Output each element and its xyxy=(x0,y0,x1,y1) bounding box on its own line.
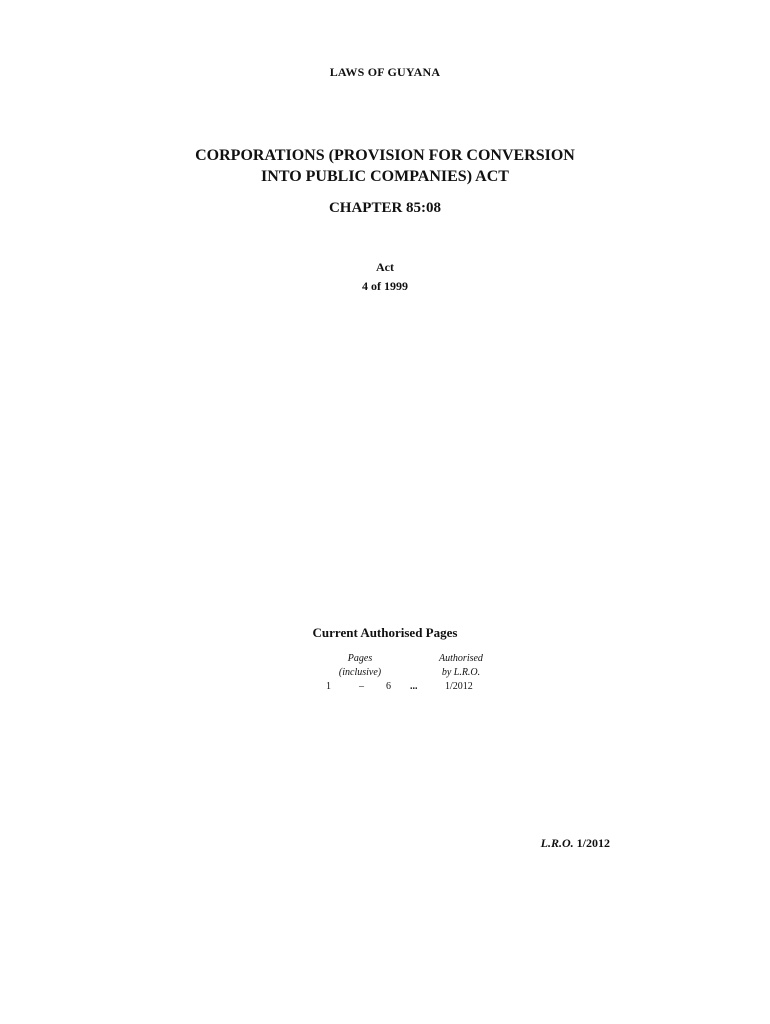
leader-dots: ... xyxy=(410,681,418,692)
act-title-line-2: INTO PUBLIC COMPANIES) ACT xyxy=(261,168,509,185)
pages-column-sublabel: (inclusive) xyxy=(338,667,382,678)
chapter-heading: CHAPTER 85:08 xyxy=(328,200,442,216)
footer-lro: L.R.O. xyxy=(540,836,574,850)
page-range-dash: – xyxy=(359,681,364,692)
act-label: Act xyxy=(376,260,394,274)
document-header: LAWS OF GUYANA xyxy=(329,65,441,79)
authorised-column-label: Authorised xyxy=(439,653,483,664)
act-title-line-1: CORPORATIONS (PROVISION FOR CONVERSION xyxy=(195,147,575,164)
authorised-column-header xyxy=(422,652,500,680)
page-footer xyxy=(520,836,610,851)
pages-column-header xyxy=(322,652,398,680)
act-number: 4 of 1999 xyxy=(362,279,408,293)
footer-edition: 1/2012 xyxy=(576,836,610,850)
page-from: 1 xyxy=(326,681,331,692)
authorised-by-value: 1/2012 xyxy=(445,681,473,692)
authorised-column-sublabel: by L.R.O. xyxy=(441,667,481,678)
act-title xyxy=(0,145,770,187)
pages-column-label: Pages xyxy=(347,653,373,664)
authorised-pages-heading: Current Authorised Pages xyxy=(312,625,458,640)
page-to: 6 xyxy=(386,681,391,692)
